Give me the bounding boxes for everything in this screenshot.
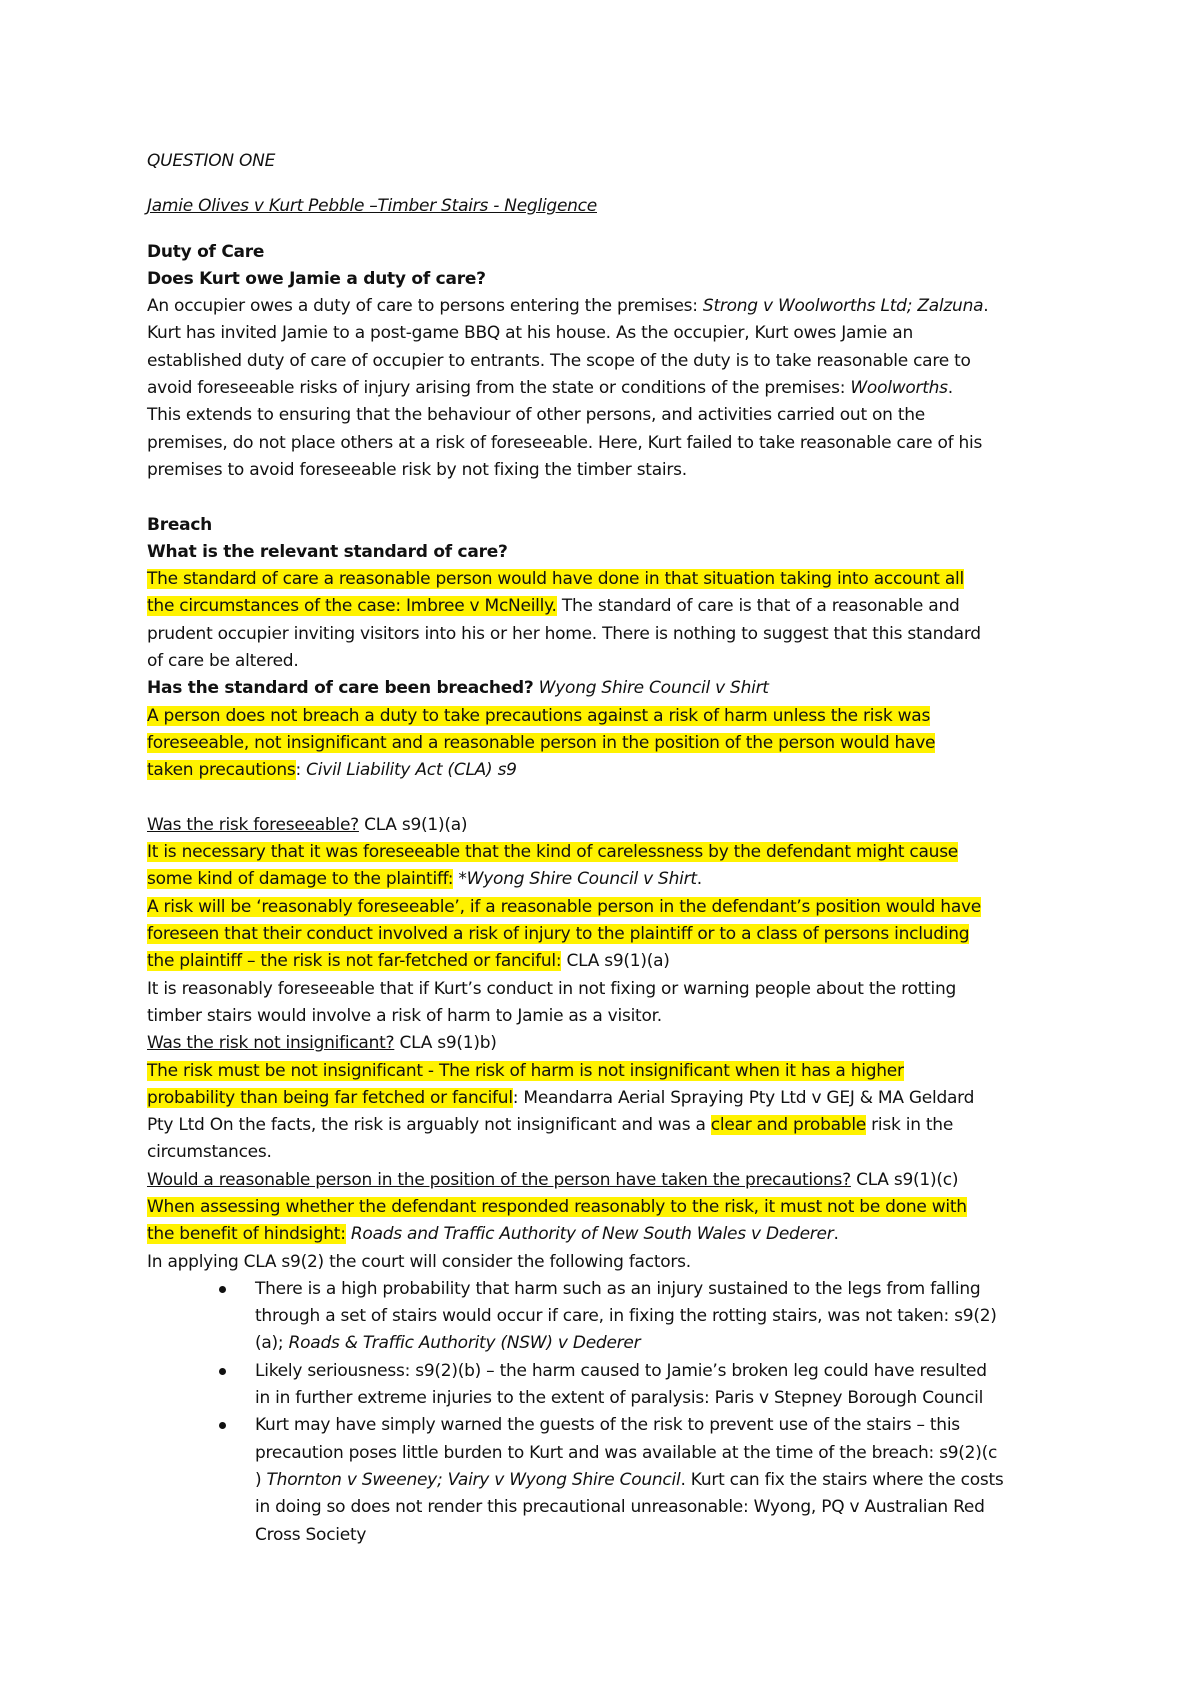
highlighted-text: the benefit of hindsight: bbox=[147, 1224, 346, 1245]
insignificant-question-text: Was the risk not insignificant? bbox=[147, 1033, 395, 1054]
breach-question: What is the relevant standard of care? bbox=[147, 541, 508, 562]
punctuation: : bbox=[295, 760, 302, 781]
statute-reference: CLA s9(1)(a) bbox=[358, 814, 468, 835]
list-item-line: in doing so does not render this precautional unreasonable: Wyong, PQ v Australian Red bbox=[255, 1497, 985, 1518]
reasonable-line bbox=[147, 1194, 1092, 1221]
list-item-line: There is a high probability that harm such as an injury sustained to the legs from falling bbox=[255, 1278, 981, 1299]
duty-heading: Duty of Care bbox=[147, 241, 265, 262]
reasonable-line bbox=[147, 1221, 1092, 1248]
punctuation: . bbox=[947, 378, 953, 399]
highlighted-text: clear and probable bbox=[710, 1115, 867, 1136]
case-citation: Wyong Shire Council v Shirt bbox=[533, 678, 769, 699]
foreseeable-line bbox=[147, 839, 1092, 866]
breach-rule-line bbox=[147, 730, 1092, 757]
standard-line bbox=[147, 566, 1092, 593]
list-item bbox=[147, 1358, 1092, 1413]
statute-reference: CLA s9(1)b) bbox=[394, 1033, 497, 1054]
list-item-line bbox=[255, 1330, 1092, 1357]
list-item-line bbox=[255, 1467, 1092, 1494]
apply-line: In applying CLA s9(2) the court will consider the following factors. bbox=[147, 1251, 691, 1272]
duty-paragraph-line: established duty of care of occupier to entrants. The scope of the duty is to take reasonable care to bbox=[147, 350, 971, 371]
highlighted-text: The standard of care a reasonable person would have done in that situation taking into account all bbox=[147, 569, 964, 590]
highlighted-text: foreseen that their conduct involved a risk of injury to the plaintiff or to a class of persons including bbox=[147, 924, 970, 945]
list-item-text: ) bbox=[255, 1469, 267, 1490]
duty-text: avoid foreseeable risks of injury arising from the state or conditions of the premises: bbox=[147, 378, 851, 399]
highlighted-text: The risk must be not insignificant - The risk of harm is not insignificant when it has a higher bbox=[147, 1060, 904, 1081]
foreseeable-question bbox=[147, 812, 1092, 839]
duty-question: Does Kurt owe Jamie a duty of care? bbox=[147, 268, 486, 289]
list-item bbox=[147, 1412, 1092, 1548]
highlighted-text: taken precautions bbox=[147, 760, 296, 781]
document-body bbox=[147, 148, 1092, 1549]
breach-rule-line bbox=[147, 757, 1092, 784]
case-citation: Thornton v Sweeney; Vairy v Wyong Shire Council bbox=[266, 1469, 681, 1490]
case-citation: Roads & Traffic Authority (NSW) v Dederer bbox=[288, 1333, 641, 1354]
insignificant-question bbox=[147, 1030, 1092, 1057]
standard-line bbox=[147, 593, 1092, 620]
breach-heading: Breach bbox=[147, 514, 213, 535]
highlighted-text: the circumstances of the case: Imbree v McNeilly. bbox=[147, 596, 557, 617]
case-title bbox=[147, 193, 1092, 220]
reasonable-question-text: Would a reasonable person in the position of the person have taken the precautions? bbox=[147, 1169, 851, 1190]
list-item-line: Likely seriousness: s9(2)(b) – the harm caused to Jamie’s broken leg could have resulted bbox=[255, 1360, 987, 1381]
highlighted-text: When assessing whether the defendant responded reasonably to the risk, it must not be done with bbox=[147, 1196, 967, 1217]
duty-paragraph-line: premises to avoid foreseeable risk by not fixing the timber stairs. bbox=[147, 459, 687, 480]
highlighted-text: some kind of damage to the plaintiff: bbox=[147, 869, 454, 890]
standard-line: prudent occupier inviting visitors into his or her home. There is nothing to suggest that this standard bbox=[147, 623, 981, 644]
punctuation: . bbox=[983, 296, 989, 317]
highlighted-text: foreseeable, not insignificant and a reasonable person in the position of the person would have bbox=[147, 732, 936, 753]
punctuation: . bbox=[696, 869, 702, 890]
list-item-text: . Kurt can fix the stairs where the costs bbox=[680, 1469, 1004, 1490]
foreseeable-line bbox=[147, 866, 1092, 893]
list-item-line: in in further extreme injuries to the extent of paralysis: Paris v Stepney Borough Council bbox=[255, 1388, 984, 1409]
list-item-line: precaution poses little burden to Kurt and was available at the time of the breach: s9(2)(c bbox=[255, 1442, 998, 1463]
insignificant-line bbox=[147, 1112, 1092, 1139]
highlighted-text: A risk will be ‘reasonably foreseeable’, if a reasonable person in the defendant’s position would have bbox=[147, 896, 982, 917]
bullet-icon bbox=[219, 1368, 226, 1375]
insignificant-text: : Meandarra Aerial Spraying Pty Ltd v GEJ & MA Geldard bbox=[512, 1087, 975, 1108]
breached-question bbox=[147, 675, 1092, 702]
highlighted-text: A person does not breach a duty to take precautions against a risk of harm unless the risk was bbox=[147, 705, 931, 726]
bullet-icon bbox=[219, 1422, 226, 1429]
duty-paragraph-line: premises, do not place others at a risk of foreseeable. Here, Kurt failed to take reasonable care of his bbox=[147, 432, 983, 453]
breach-rule-line bbox=[147, 703, 1092, 730]
insignificant-line bbox=[147, 1058, 1092, 1085]
punctuation: . bbox=[833, 1224, 839, 1245]
duty-paragraph-line bbox=[147, 375, 1092, 402]
highlighted-text: probability than being far fetched or fanciful bbox=[147, 1087, 513, 1108]
highlighted-text: the plaintiff – the risk is not far-fetched or fanciful: bbox=[147, 951, 562, 972]
list-item-line: through a set of stairs would occur if care, in fixing the rotting stairs, was not taken: s9(2) bbox=[255, 1306, 997, 1327]
duty-paragraph-line: Kurt has invited Jamie to a post-game BBQ at his house. As the occupier, Kurt owes Jamie an bbox=[147, 323, 913, 344]
case-citation: *Wyong Shire Council v Shirt bbox=[453, 869, 697, 890]
list-item-line: Cross Society bbox=[255, 1524, 367, 1545]
case-citation: Strong v Woolworths Ltd; Zalzuna bbox=[702, 296, 984, 317]
standard-text: The standard of care is that of a reasonable and bbox=[556, 596, 960, 617]
foreseeable-line bbox=[147, 921, 1092, 948]
statute-citation: Civil Liability Act (CLA) s9 bbox=[301, 760, 517, 781]
insignificant-line: circumstances. bbox=[147, 1142, 272, 1163]
bullet-icon bbox=[219, 1286, 226, 1293]
statute-reference: CLA s9(1)(c) bbox=[850, 1169, 959, 1190]
reasonable-question bbox=[147, 1167, 1092, 1194]
breached-question-text: Has the standard of care been breached? bbox=[147, 678, 534, 699]
foreseeable-line: It is reasonably foreseeable that if Kurt’s conduct in not fixing or warning people about the rotting bbox=[147, 978, 957, 999]
insignificant-text: Pty Ltd On the facts, the risk is arguably not insignificant and was a bbox=[147, 1115, 711, 1136]
foreseeable-line: timber stairs would involve a risk of harm to Jamie as a visitor. bbox=[147, 1005, 662, 1026]
question-title bbox=[147, 148, 1092, 175]
case-title-text: Jamie Olives v Kurt Pebble –Timber Stairs - Negligence bbox=[147, 196, 597, 217]
insignificant-line bbox=[147, 1085, 1092, 1112]
case-citation: Roads and Traffic Authority of New South Wales v Dederer bbox=[345, 1224, 834, 1245]
list-item-text: (a); bbox=[255, 1333, 289, 1354]
highlighted-text: It is necessary that it was foreseeable that the kind of carelessness by the defendant might cause bbox=[147, 842, 959, 863]
question-title-text: QUESTION ONE bbox=[147, 151, 276, 171]
statute-reference: CLA s9(1)(a) bbox=[561, 951, 670, 972]
foreseeable-question-text: Was the risk foreseeable? bbox=[147, 814, 359, 835]
insignificant-text: risk in the bbox=[866, 1115, 954, 1136]
case-citation: Woolworths bbox=[850, 378, 948, 399]
standard-line: of care be altered. bbox=[147, 651, 299, 672]
foreseeable-line bbox=[147, 948, 1092, 975]
foreseeable-line bbox=[147, 894, 1092, 921]
list-item bbox=[147, 1276, 1092, 1358]
factors-list bbox=[147, 1276, 1092, 1549]
list-item-line: Kurt may have simply warned the guests of the risk to prevent use of the stairs – this bbox=[255, 1415, 960, 1436]
duty-text: An occupier owes a duty of care to persons entering the premises: bbox=[147, 296, 703, 317]
duty-paragraph-line: This extends to ensuring that the behaviour of other persons, and activities carried out on the bbox=[147, 405, 925, 426]
duty-paragraph-line bbox=[147, 293, 1092, 320]
